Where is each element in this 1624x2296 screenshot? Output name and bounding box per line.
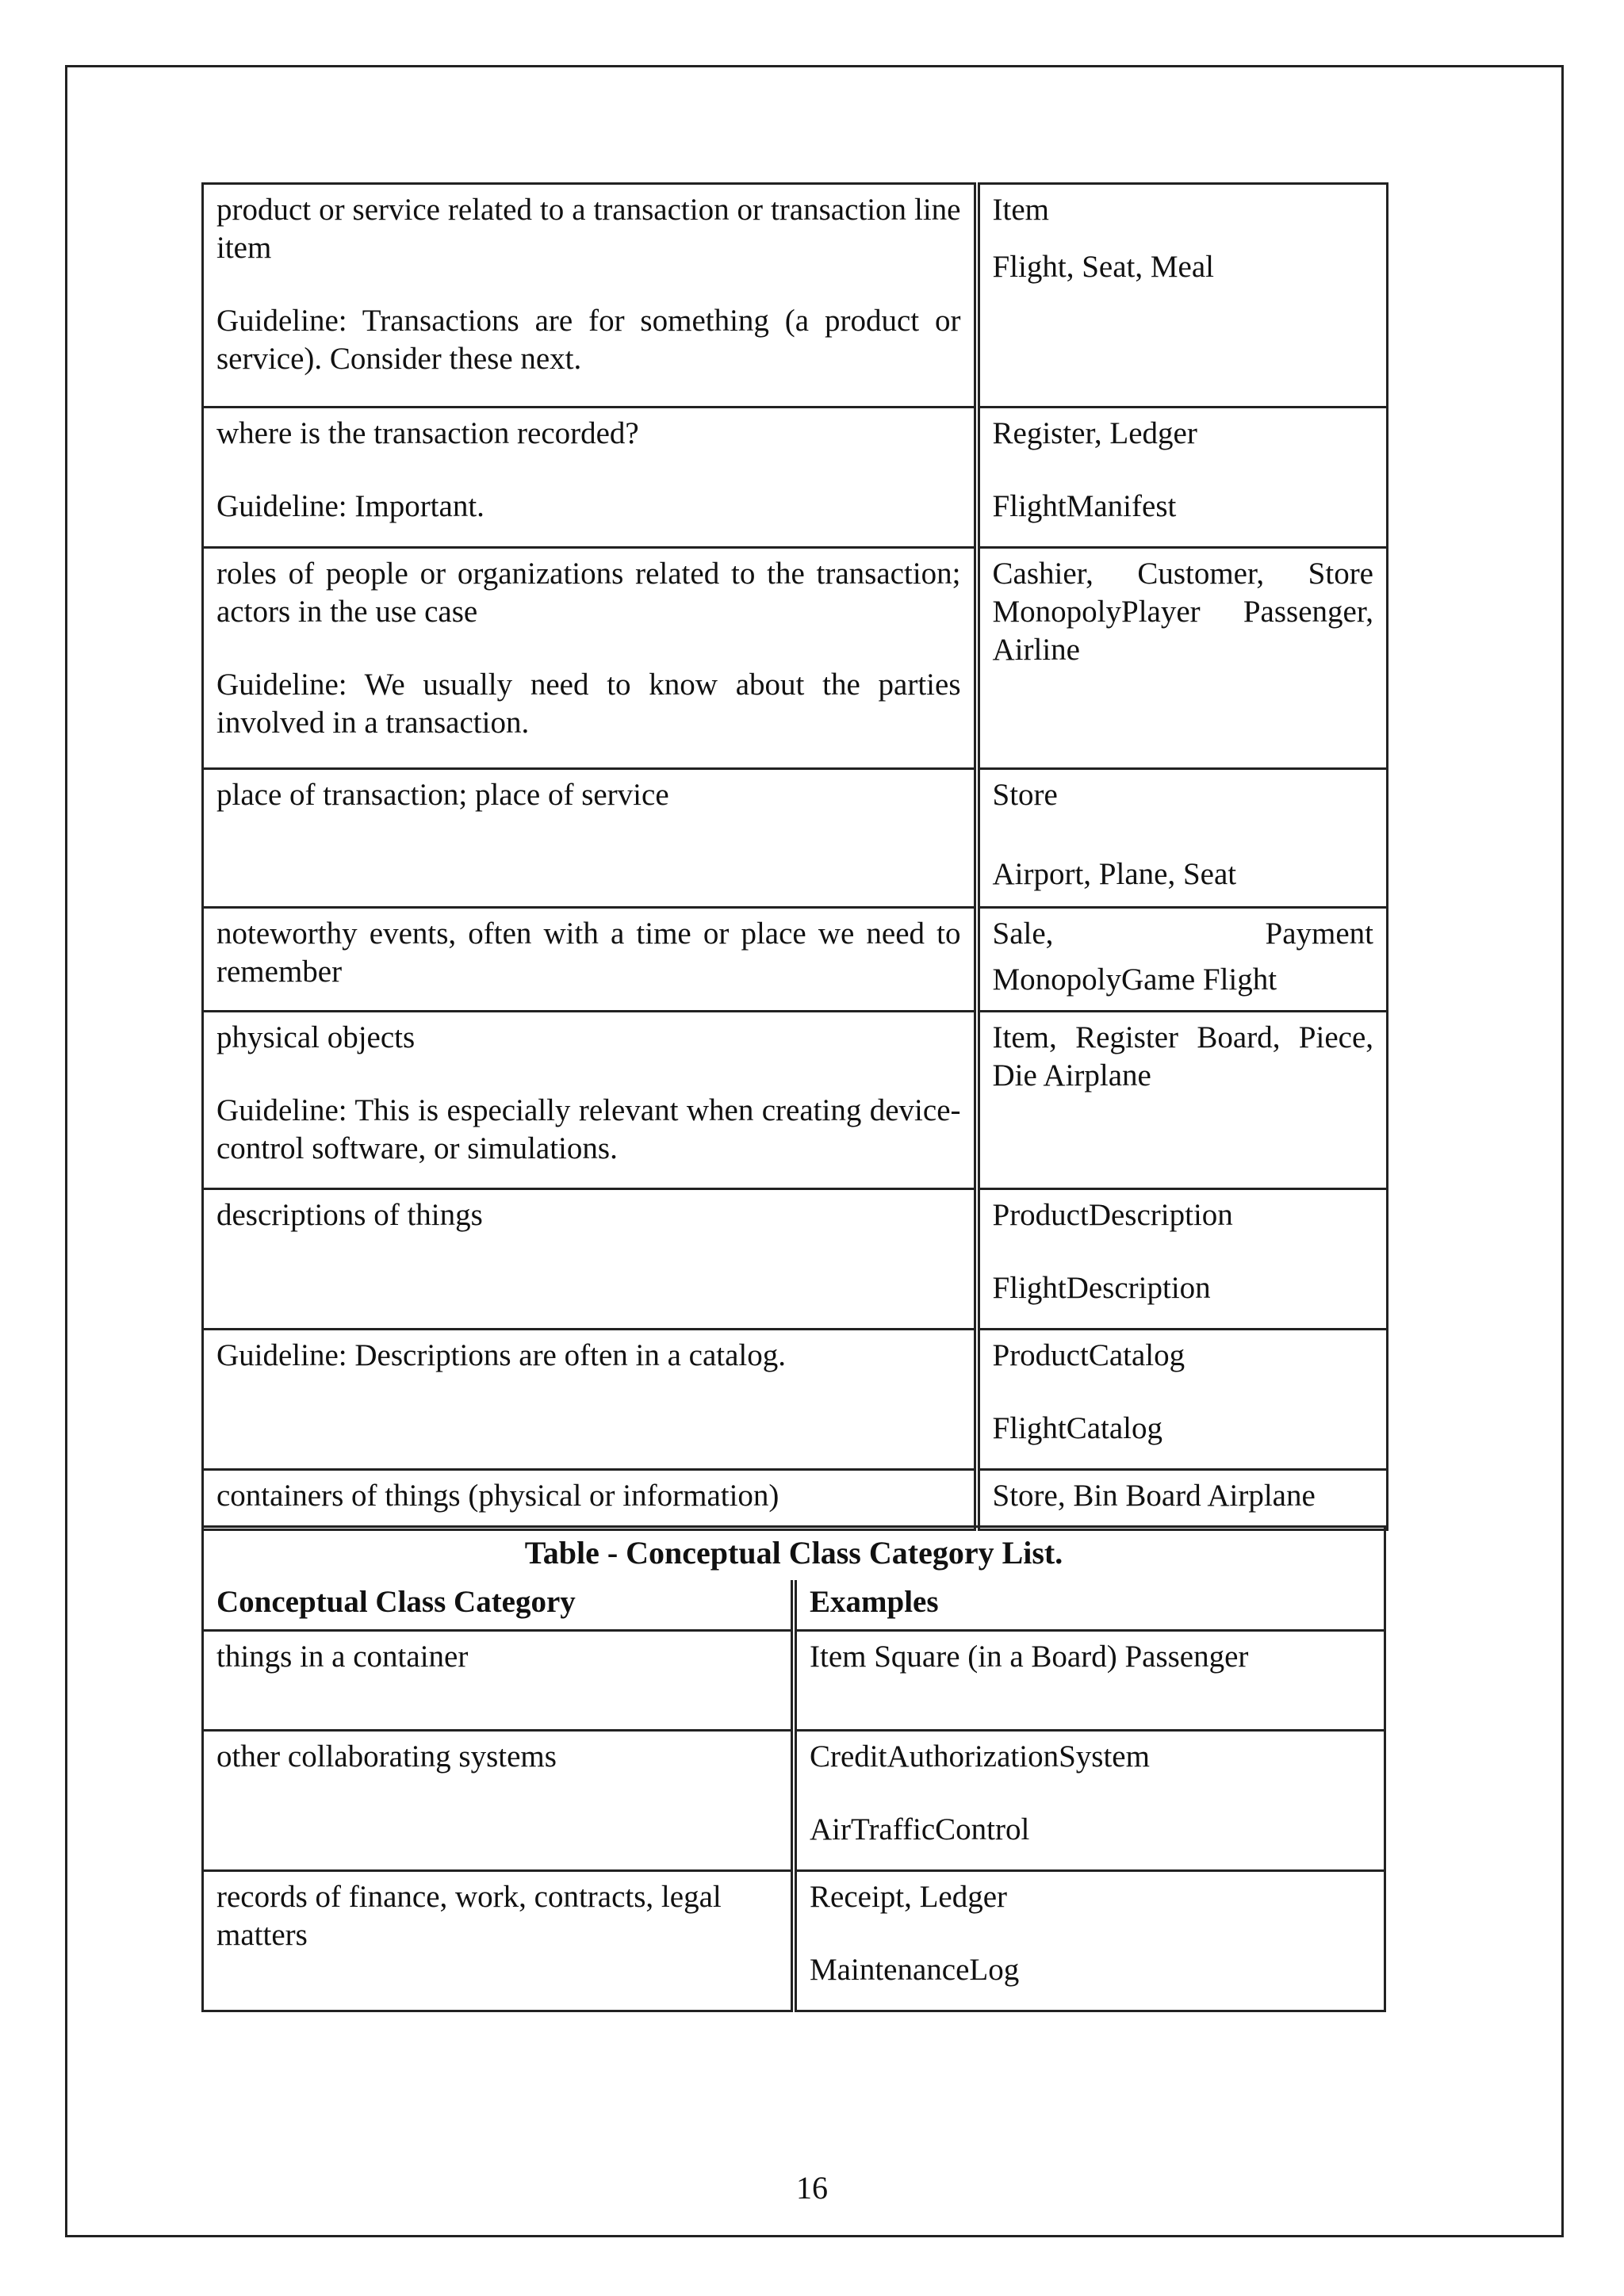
examples-cell — [977, 1012, 1388, 1189]
example-text: AirTrafficControl — [810, 1812, 1030, 1846]
header-examples: Examples — [794, 1580, 1385, 1631]
examples-cell — [977, 1330, 1388, 1470]
examples-cell — [977, 769, 1388, 908]
example-text: Cashier, Customer, Store MonopolyPlayer Passenger, Airline — [992, 557, 1373, 667]
table-row — [203, 769, 1388, 908]
examples-cell — [977, 1470, 1388, 1530]
examples-cell — [977, 548, 1388, 769]
example-text: ProductDescription — [992, 1198, 1233, 1232]
category-text: other collaborating systems — [216, 1739, 557, 1774]
table-header-row — [203, 1580, 1385, 1631]
example-text: Item, Register Board, Piece, Die Airplane — [992, 1020, 1373, 1093]
example-text: Register, Ledger — [992, 416, 1197, 450]
table-row — [203, 1731, 1385, 1871]
category-cell — [203, 1871, 795, 2011]
example-text: Airport, Plane, Seat — [992, 857, 1237, 891]
example-text: MaintenanceLog — [810, 1953, 1020, 1987]
guideline-text: Guideline: We usually need to know about the parties involved in a transaction. — [216, 668, 961, 740]
category-cell — [203, 548, 977, 769]
guideline-text: Guideline: Important. — [216, 489, 485, 523]
category-table-upper — [201, 182, 1388, 1531]
category-cell — [203, 1330, 977, 1470]
category-text: roles of people or organizations related to the transaction; actors in the use case — [216, 557, 961, 629]
table-row — [203, 184, 1388, 408]
example-text: Item Square (in a Board) Passenger — [810, 1640, 1249, 1674]
examples-cell — [794, 1871, 1385, 2011]
example-text: MonopolyGame Flight — [992, 962, 1277, 997]
table-row — [203, 1189, 1388, 1330]
example-text: Receipt, Ledger — [810, 1880, 1008, 1914]
table-row — [203, 1470, 1388, 1530]
category-text: where is the transaction recorded? — [216, 416, 639, 450]
category-text: containers of things (physical or information) — [216, 1479, 779, 1513]
guideline-text: Guideline: Descriptions are often in a catalog. — [216, 1338, 786, 1372]
table-row — [203, 548, 1388, 769]
example-text: Flight, Seat, Meal — [992, 250, 1214, 284]
example-text: FlightDescription — [992, 1271, 1211, 1305]
category-text: physical objects — [216, 1020, 416, 1054]
category-cell — [203, 1470, 977, 1530]
table-row — [203, 408, 1388, 548]
examples-cell — [977, 184, 1388, 408]
page-number: 16 — [796, 2170, 828, 2206]
example-text: Store, Bin Board Airplane — [992, 1479, 1316, 1513]
examples-cell — [794, 1731, 1385, 1871]
category-cell — [203, 1189, 977, 1330]
examples-cell — [794, 1631, 1385, 1731]
category-cell — [203, 408, 977, 548]
header-category: Conceptual Class Category — [203, 1580, 795, 1631]
table-caption: Table - Conceptual Class Category List. — [203, 1527, 1385, 1581]
guideline-text: Guideline: Transactions are for something (a product or service). Consider these next. — [216, 304, 961, 376]
examples-cell — [977, 408, 1388, 548]
category-table-lower — [201, 1525, 1386, 2012]
category-text: place of transaction; place of service — [216, 778, 669, 812]
example-text: Sale, Payment — [992, 916, 1373, 951]
category-text: noteworthy events, often with a time or place we need to remember — [216, 916, 961, 989]
category-cell — [203, 1631, 795, 1731]
table-row — [203, 1871, 1385, 2011]
category-cell — [203, 1731, 795, 1871]
category-cell — [203, 769, 977, 908]
category-cell — [203, 908, 977, 1012]
examples-cell — [977, 908, 1388, 1012]
table-row — [203, 1330, 1388, 1470]
example-text: Item — [992, 193, 1049, 227]
example-text: Store — [992, 778, 1058, 812]
category-cell — [203, 1012, 977, 1189]
table-row — [203, 1631, 1385, 1731]
example-text: CreditAuthorizationSystem — [810, 1739, 1150, 1774]
table-row — [203, 908, 1388, 1012]
guideline-text: Guideline: This is especially relevant when creating device-control software, or simulations. — [216, 1093, 961, 1165]
table-row — [203, 1012, 1388, 1189]
caption-row — [203, 1527, 1385, 1581]
category-cell — [203, 184, 977, 408]
example-text: FlightManifest — [992, 489, 1177, 523]
category-text: things in a container — [216, 1640, 469, 1674]
example-text: ProductCatalog — [992, 1338, 1185, 1372]
category-text: descriptions of things — [216, 1198, 483, 1232]
category-text: product or service related to a transaction or transaction line item — [216, 193, 961, 265]
category-text: records of finance, work, contracts, legal matters — [216, 1880, 722, 1952]
examples-cell — [977, 1189, 1388, 1330]
example-text: FlightCatalog — [992, 1411, 1162, 1445]
